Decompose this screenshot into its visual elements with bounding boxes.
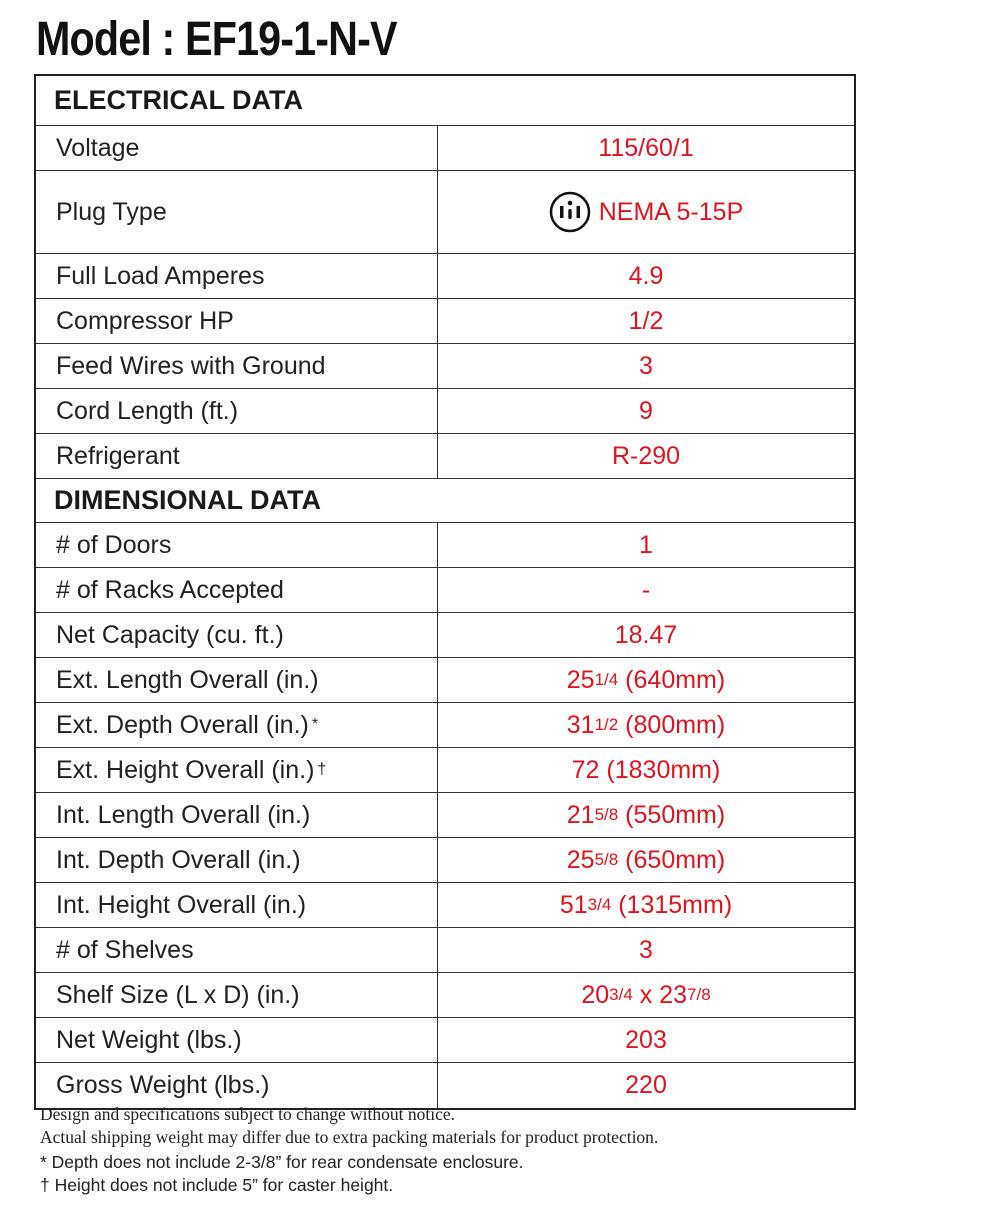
table-row-amperes: [36, 254, 854, 299]
row-label: [36, 703, 438, 747]
section-header-dimensional: [36, 479, 854, 523]
value-fraction: 1/4: [594, 670, 619, 689]
row-label: Gross Weight (lbs.): [36, 1063, 438, 1108]
table-row-plug-type: [36, 171, 854, 254]
value-fraction: 3/4: [609, 985, 633, 1004]
spec-table: [34, 74, 856, 1110]
row-value: [438, 658, 854, 702]
value-fraction: 7/8: [687, 985, 711, 1004]
row-label: # of Doors: [36, 523, 438, 567]
table-row-voltage: [36, 126, 854, 171]
value-fraction: 5/8: [594, 850, 619, 869]
value-metric: (640mm): [618, 665, 726, 694]
row-label: Feed Wires with Ground: [36, 344, 438, 388]
table-row-ext-depth: [36, 703, 854, 748]
table-row-shelves: [36, 928, 854, 973]
table-row-shelf-size: [36, 973, 854, 1018]
row-value: [438, 883, 854, 927]
section-title: DIMENSIONAL DATA: [54, 485, 321, 515]
row-value: [438, 973, 854, 1017]
table-row-ext-height: [36, 748, 854, 793]
row-label: Cord Length (ft.): [36, 389, 438, 433]
label-text: Ext. Height Overall (in.): [56, 755, 315, 784]
value-whole: 20: [581, 980, 610, 1009]
row-value: 9: [639, 396, 653, 425]
value-metric: (650mm): [618, 845, 726, 874]
value-fraction: 1/2: [594, 715, 619, 734]
table-row-net-weight: [36, 1018, 854, 1063]
row-value: [438, 793, 854, 837]
footnotes: [40, 1103, 940, 1197]
table-row-feed-wires: [36, 344, 854, 389]
footnote-mark: †: [317, 761, 327, 778]
note-design-change: Design and specifications subject to change without notice.: [40, 1104, 456, 1124]
value-whole: 23: [659, 980, 688, 1009]
row-label: [36, 748, 438, 792]
table-row-capacity: [36, 613, 854, 658]
note-shipping-weight: Actual shipping weight may differ due to extra packing materials for product protection.: [40, 1127, 659, 1147]
row-value: 3: [639, 351, 653, 380]
row-label: Shelf Size (L x D) (in.): [36, 973, 438, 1017]
table-row-racks: [36, 568, 854, 613]
value-metric: (800mm): [618, 710, 726, 739]
row-label: Int. Length Overall (in.): [36, 793, 438, 837]
row-label: # of Racks Accepted: [36, 568, 438, 612]
row-label: Refrigerant: [36, 434, 438, 478]
row-label: Net Capacity (cu. ft.): [36, 613, 438, 657]
value-whole: 31: [566, 710, 595, 739]
nema-plug-icon: [549, 191, 591, 233]
row-label: Full Load Amperes: [36, 254, 438, 298]
row-value: [438, 171, 854, 253]
table-row-int-height: [36, 883, 854, 928]
section-header-electrical: [36, 76, 854, 126]
value-whole: 25: [566, 845, 595, 874]
value-separator: x: [632, 980, 660, 1009]
table-row-cord-length: [36, 389, 854, 434]
model-title: Model : EF19-1-N-V: [36, 13, 397, 66]
table-row-int-length: [36, 793, 854, 838]
footnote-mark: *: [311, 716, 319, 733]
row-value: -: [641, 575, 651, 604]
row-value: 1/2: [628, 306, 664, 335]
row-label: Int. Depth Overall (in.): [36, 838, 438, 882]
row-label: Int. Height Overall (in.): [36, 883, 438, 927]
section-title: ELECTRICAL DATA: [54, 85, 303, 115]
row-value: 72 (1830mm): [571, 755, 721, 784]
row-value: R-290: [611, 441, 681, 470]
row-label: Compressor HP: [36, 299, 438, 343]
value-metric: (1315mm): [611, 890, 733, 919]
row-value: [438, 703, 854, 747]
value-fraction: 3/4: [587, 895, 612, 914]
row-value: 3: [639, 935, 653, 964]
row-label: Plug Type: [36, 171, 438, 253]
row-value: 115/60/1: [598, 133, 694, 162]
row-label: # of Shelves: [36, 928, 438, 972]
value-whole: 25: [566, 665, 595, 694]
label-text: Ext. Depth Overall (in.): [56, 710, 309, 739]
table-row-ext-length: [36, 658, 854, 703]
table-row-doors: [36, 523, 854, 568]
value-whole: 21: [566, 800, 595, 829]
row-label: Voltage: [36, 126, 438, 170]
row-value: 18.47: [614, 620, 678, 649]
row-value: 1: [639, 530, 653, 559]
row-value: 203: [625, 1025, 667, 1054]
value-fraction: 5/8: [594, 805, 619, 824]
plug-type-text: NEMA 5-15P: [598, 197, 744, 226]
row-value: 220: [625, 1071, 667, 1099]
row-label: Net Weight (lbs.): [36, 1018, 438, 1062]
table-row-gross-weight: [36, 1063, 854, 1108]
row-value: 4.9: [628, 261, 664, 290]
table-row-compressor: [36, 299, 854, 344]
row-value: [438, 838, 854, 882]
note-depth: * Depth does not include 2-3/8” for rear condensate enclosure.: [40, 1152, 524, 1172]
row-label: Ext. Length Overall (in.): [36, 658, 438, 702]
value-whole: 51: [559, 890, 588, 919]
note-height: † Height does not include 5” for caster height.: [40, 1175, 394, 1195]
table-row-refrigerant: [36, 434, 854, 479]
value-metric: (550mm): [618, 800, 726, 829]
table-row-int-depth: [36, 838, 854, 883]
